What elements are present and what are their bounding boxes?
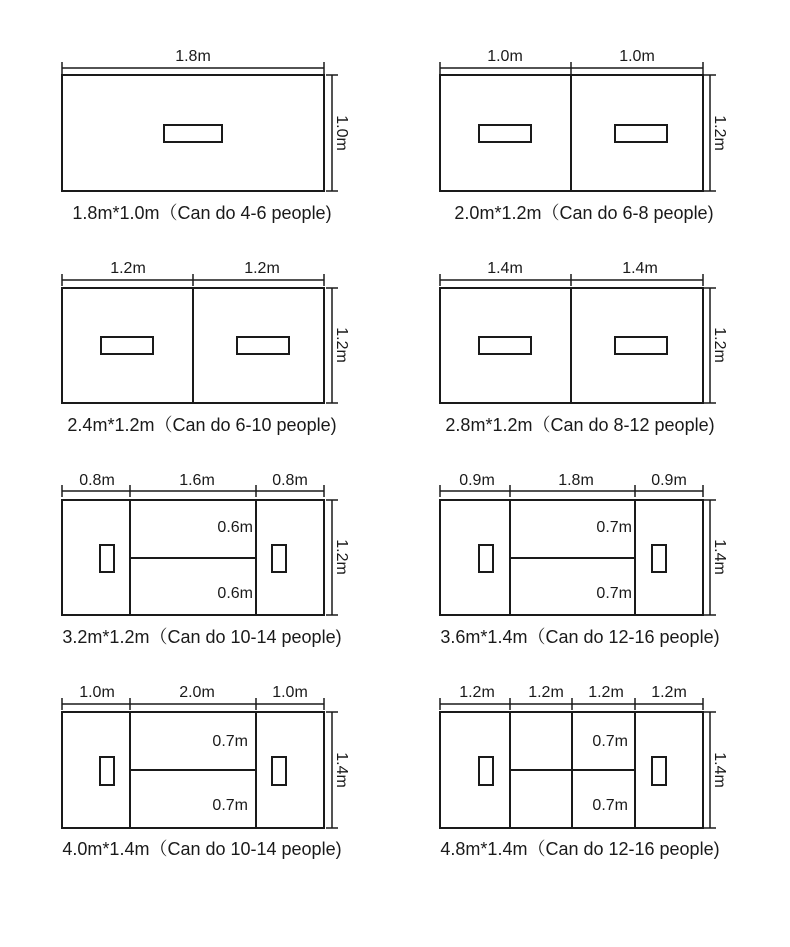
top-dimension-label: 1.2m (244, 260, 280, 277)
seat-width-label: 0.7m (596, 585, 632, 602)
top-dimension-line (440, 62, 703, 74)
centerpiece (615, 337, 667, 354)
centerpiece (272, 757, 286, 785)
top-dimension-label: 0.9m (651, 472, 687, 489)
top-dimension-label: 1.6m (179, 472, 215, 489)
top-dimension-line (440, 274, 703, 286)
top-dimension-label: 1.0m (272, 684, 308, 701)
seat-width-label: 0.7m (212, 797, 248, 814)
top-dimension-label: 1.0m (487, 48, 523, 65)
top-dimension-label: 1.4m (622, 260, 658, 277)
table-diagram-5 (62, 472, 350, 647)
table-diagram-4 (440, 260, 728, 435)
table-diagram-7 (62, 684, 350, 859)
side-dimension-label: 1.4m (711, 752, 728, 788)
top-dimension-label: 1.2m (588, 684, 624, 701)
top-dimension-label: 2.0m (179, 684, 215, 701)
table-diagram-3 (62, 260, 350, 435)
top-dimension-label: 1.2m (459, 684, 495, 701)
side-dimension-label: 1.4m (711, 539, 728, 575)
top-dimension-label: 1.8m (175, 48, 211, 65)
seat-width-label: 0.7m (596, 519, 632, 536)
top-dimension-label: 1.0m (79, 684, 115, 701)
seat-width-label: 0.6m (217, 519, 253, 536)
side-dimension-label: 1.2m (333, 327, 350, 363)
table-caption: 3.2m*1.2m（Can do 10-14 people) (62, 627, 342, 647)
table-diagram-6 (440, 472, 728, 647)
side-dimension-label: 1.2m (333, 539, 350, 575)
top-dimension-label: 1.0m (619, 48, 655, 65)
seat-width-label: 0.6m (217, 585, 253, 602)
seat-width-label: 0.7m (592, 797, 628, 814)
table-caption: 2.8m*1.2m（Can do 8-12 people) (445, 415, 715, 435)
centerpiece (479, 757, 493, 785)
side-dimension-label: 1.4m (333, 752, 350, 788)
top-dimension-label: 0.8m (272, 472, 308, 489)
table-diagram-1 (62, 48, 350, 223)
centerpiece (164, 125, 222, 142)
table-caption: 4.8m*1.4m（Can do 12-16 people) (440, 839, 720, 859)
centerpiece (479, 125, 531, 142)
top-dimension-label: 0.8m (79, 472, 115, 489)
side-dimension-label: 1.2m (711, 327, 728, 363)
side-dimension-label: 1.0m (333, 115, 350, 151)
table-caption: 2.4m*1.2m（Can do 6-10 people) (67, 415, 337, 435)
seat-width-label: 0.7m (212, 733, 248, 750)
centerpiece (479, 545, 493, 572)
centerpiece (237, 337, 289, 354)
table-caption: 3.6m*1.4m（Can do 12-16 people) (440, 627, 720, 647)
top-dimension-label: 1.2m (528, 684, 564, 701)
table-outline (62, 75, 324, 191)
top-dimension-label: 1.4m (487, 260, 523, 277)
centerpiece (101, 337, 153, 354)
centerpiece (272, 545, 286, 572)
table-caption: 1.8m*1.0m（Can do 4-6 people) (72, 203, 332, 223)
table-diagram-8 (440, 684, 728, 859)
table-caption: 4.0m*1.4m（Can do 10-14 people) (62, 839, 342, 859)
centerpiece (615, 125, 667, 142)
top-dimension-label: 1.2m (110, 260, 146, 277)
top-dimension-line (62, 274, 324, 286)
table-diagram-2 (440, 48, 728, 223)
top-dimension-label: 1.2m (651, 684, 687, 701)
centerpiece (100, 757, 114, 785)
side-dimension-label: 1.2m (711, 115, 728, 151)
top-dimension-label: 0.9m (459, 472, 495, 489)
seat-width-label: 0.7m (592, 733, 628, 750)
centerpiece (479, 337, 531, 354)
centerpiece (652, 545, 666, 572)
top-dimension-label: 1.8m (558, 472, 594, 489)
centerpiece (652, 757, 666, 785)
centerpiece (100, 545, 114, 572)
table-caption: 2.0m*1.2m（Can do 6-8 people) (454, 203, 714, 223)
